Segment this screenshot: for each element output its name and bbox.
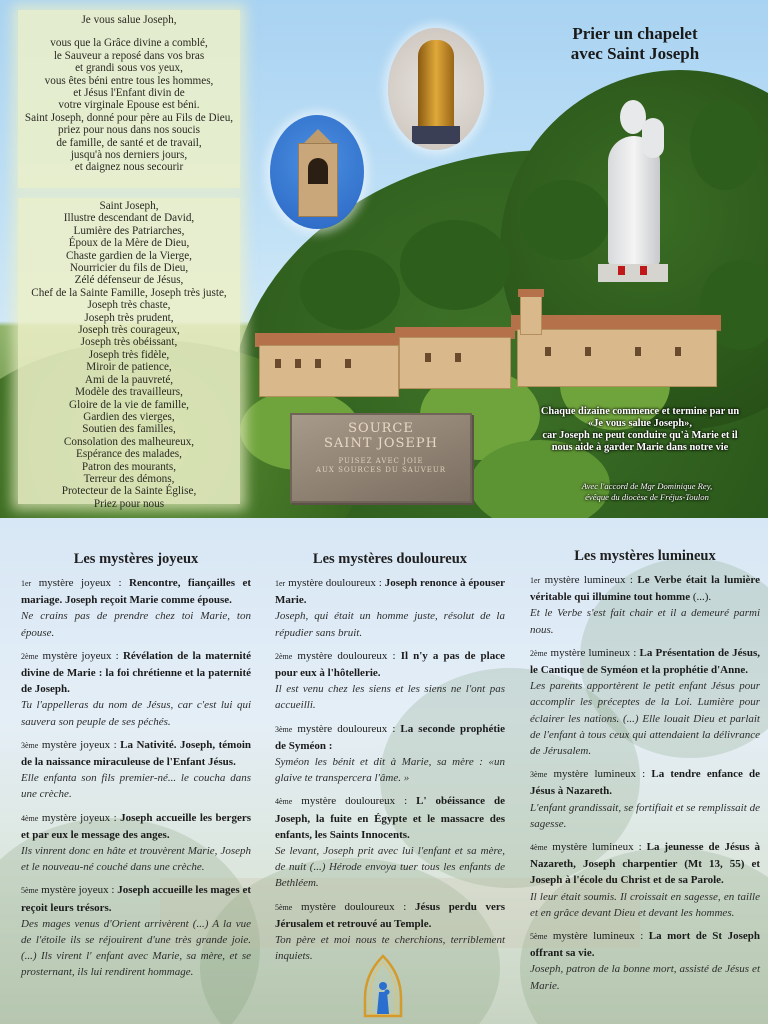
mystery-heading [21,882,251,915]
mystery-number: 2ème [530,648,548,658]
prayer-line: Joseph très obéissant, [80,336,178,349]
mystery-item [275,793,505,891]
monastery-image [255,285,725,405]
prayer-line: Gardien des vierges, [83,410,175,423]
mystery-scripture: Des mages venus d'Orient arrivèrent (...) A la vue de l'étoile ils se réjouirent d'une très grande joie. (...) Ils virent l' enfant avec Marie, sa mère, et se prosternant, ils lui rendirent hommage. [21,917,251,979]
prayer-line: Époux de la Mère de Dieu, [68,237,190,250]
mystery-title: Joseph accueille les bergers et par eux le message des anges. [21,811,251,841]
mystery-number: 3ème [21,740,39,750]
prayer-line: Joseph très courageux, [78,324,180,337]
mystery-scripture: Il leur était soumis. Il croissait en sagesse, en taille et en grâce devant Dieu et devant les hommes. [530,890,760,919]
prayer-line: Je vous salue Joseph, [81,14,177,26]
mystery-number: 2ème [275,651,293,661]
mystery-scripture: Joseph, patron de la bonne mort, assisté de Jésus et Marie. [530,963,760,992]
golden-statue-oval-image [388,28,484,150]
plaque-line: AUX SOURCES DU SAUVEUR [315,466,447,474]
mystery-item [530,928,760,994]
prayer-line: Joseph très chaste, [87,299,171,312]
prayer-line: Saint Joseph, [99,200,159,212]
column-mysteres-lumineux [530,518,760,994]
prayer-line: Miroir de patience, [86,361,172,374]
mystery-item [530,766,760,832]
pine-tree [690,100,760,190]
mystery-heading [275,648,505,681]
mystery-title: Le Verbe était la lumière véritable qui illumine tout homme [530,574,760,604]
saint-joseph-statue [594,96,674,286]
mystery-title: La Nativité. Joseph, témoin de la naissance miraculeuse de l'Enfant Jésus. [21,738,252,769]
prayer-line: Consolation des malheureux, [63,435,195,448]
prayer-line: Zélé défenseur de Jésus, [74,274,184,287]
mystery-scripture: Ils vinrent donc en hâte et trouvèrent Marie, Joseph et le nouveau-né couché dans une crèche. [21,845,251,874]
mystery-number: 5ème [21,886,39,896]
mystery-title-tail: (...). [692,591,712,604]
prayer-line: priez pour nous dans nos soucis [57,124,200,137]
dizaine-caption [520,406,760,454]
mystery-number: 3ème [275,724,293,734]
mystery-number: 5ème [530,932,548,942]
mystery-scripture: Se levant, Joseph prit avec lui l'enfant et sa mère, de nuit (...) Hérode envoya tuer tous les enfants de Bethléem. [275,845,505,890]
mystery-kind: mystère douloureux : [301,795,408,808]
mystery-heading [21,648,251,698]
prayer-line: Ami de la pauvreté, [84,373,174,386]
mysteries-panel [0,518,768,1024]
mystery-title: Il n'y a pas de place pour eux à l'hôtellerie. [275,649,505,680]
mystery-scripture: Ne crains pas de prendre chez toi Marie, ton épouse. [21,610,251,639]
mystery-heading [21,737,251,770]
prayer-line: Chef de la Sainte Famille, Joseph très juste, [31,286,227,299]
mystery-item [530,645,760,759]
plaque-line: SAINT JOSEPH [324,436,438,451]
prayer-line [18,26,240,37]
column-mysteres-joyeux [21,518,251,981]
prayer-line: Saint Joseph, donné pour père au Fils de Dieu, [24,111,234,124]
mystery-kind: mystère lumineux : [552,930,644,943]
mystery-number: 5ème [275,902,293,912]
mystery-title: La jeunesse de Jésus à Nazareth, Joseph charpentier (Mt 13, 55) et Joseph à l'école du Christ et de sa Parole. [530,841,760,887]
mystery-kind: mystère douloureux : [297,649,396,662]
mystery-heading [21,810,251,843]
mystery-kind: mystère douloureux : [297,722,396,735]
mystery-heading [530,839,760,889]
prayer-line: et Jésus l'Enfant divin de [73,87,185,100]
saint-joseph-logo-icon [357,954,409,1018]
bishop-approval-note [540,481,754,503]
mystery-scripture: Syméon les bénit et dit à Marie, sa mère : «un glaive te transpercera l'âme. » [275,756,505,785]
prayer-line: jusqu'à nos derniers jours, [70,149,188,162]
mystery-kind: mystère lumineux : [553,768,646,781]
mystery-kind: mystère joyeux : [41,884,115,897]
title-line: Prier un chapelet [572,24,698,43]
mystery-title: L' obéissance de Joseph, la fuite en Égypte et le massacre des enfants, les Saints Innocents. [275,795,505,841]
column-heading: Les mystères joyeux [73,551,199,567]
prayer-line: et grandi sous vos yeux, [75,62,183,75]
mystery-title: La tendre enfance de Jésus à Nazareth. [530,768,761,798]
prayer-line: Lumière des Patriarches, [73,224,185,237]
mystery-item [530,572,760,638]
mystery-item [275,648,505,714]
caption-line: «Je vous salue Joseph», [588,418,692,429]
mystery-scripture: L'enfant grandissait, se fortifiait et se remplissait de sagesse. [530,801,760,830]
caption-line: Chaque dizaine commence et termine par un [540,406,740,417]
title-line: avec Saint Joseph [570,44,700,63]
mystery-heading [530,766,760,799]
mystery-kind: mystère joyeux : [41,738,117,751]
mystery-kind: mystère lumineux : [544,574,633,586]
mystery-title: La Présentation de Jésus, le Cantique de Syméon et la prophétie d'Anne. [530,646,760,677]
mystery-heading [530,572,760,605]
mystery-title: La mort de St Joseph offrant sa vie. [530,930,760,960]
prayer-line: Gloire de la vie de famille, [69,398,189,411]
column-mysteres-douloureux [275,518,505,964]
prayer-line: Joseph très fidèle, [88,348,170,361]
mystery-number: 2ème [21,651,39,661]
mystery-title: Jésus perdu vers Jérusalem et retrouvé au Temple. [275,900,506,930]
mystery-heading [21,575,251,608]
mystery-item [21,648,251,730]
mystery-kind: mystère joyeux : [42,649,119,662]
mystery-scripture: Il est venu chez les siens et les siens ne l'ont pas accueilli. [275,683,505,712]
mystery-number: 4ème [275,797,293,807]
mystery-item [275,721,505,787]
prayer-line: vous êtes béni entre tous les hommes, [44,74,214,87]
mystery-scripture: Et le Verbe s'est fait chair et il a demeuré parmi nous. [530,607,760,636]
mystery-heading [275,721,505,754]
mystery-number: 1er [21,579,32,588]
prayer-line: Terreur des démons, [83,472,175,485]
prayer-line: Soutien des familles, [82,423,176,436]
prayer-line: Nourricier du fils de Dieu, [69,262,189,275]
accord-line: évêque du diocèse de Fréjus-Toulon [585,492,709,502]
prayer-line: Priez pour nous [93,497,165,510]
mystery-scripture: Tu l'appelleras du nom de Jésus, car c'est lui qui sauvera son peuple de ses péchés. [21,699,251,728]
prayer-line: Espérance des malades, [76,448,182,461]
plaque-line: PUISEZ AVEC JOIE [338,457,424,465]
mystery-kind: mystère douloureux : [288,577,382,589]
mystery-number: 4ème [530,843,548,853]
mystery-heading [275,793,505,843]
prayer-line: le Sauveur a reposé dans vos bras [53,49,205,62]
prayer-line: vous que la Grâce divine a comblé, [50,37,208,50]
prayer-line: votre virginale Epouse est béni. [58,99,200,112]
mystery-scripture: Joseph, qui était un homme juste, résolut de la répudier sans bruit. [275,610,505,639]
mystery-title: Joseph renonce à épouser Marie. [275,577,506,607]
mystery-number: 4ème [21,813,39,823]
mystery-kind: mystère joyeux : [41,811,117,824]
litany-saint-joseph [18,198,240,510]
mystery-title: Joseph accueille les mages et reçoit leurs trésors. [21,884,252,914]
prayer-line: Chaste gardien de la Vierge, [66,249,192,262]
prayer-line: de famille, de santé et de travail, [56,136,202,149]
mystery-scripture: Elle enfanta son fils premier-né... le coucha dans une crèche. [21,772,251,801]
mystery-heading [530,645,760,678]
mystery-number: 1er [275,579,286,588]
mystery-kind: mystère joyeux : [38,577,122,589]
mystery-heading [275,899,505,932]
mystery-scripture: Les parents apportèrent le petit enfant Jésus pour accomplir les préceptes de la Loi. Lumière pour éclairer les nations. (...) Elle louait Dieu et parlait de l'enfant à tous ceux qui attendaient la délivrance de Jérusalem. [530,680,760,758]
accord-line: Avec l'accord de Mgr Dominique Rey, [581,481,713,491]
mystery-title: Rencontre, fiançailles et mariage. Joseph reçoit Marie comme épouse. [21,577,252,607]
plaque-line: SOURCE [348,421,414,436]
mystery-kind: mystère lumineux : [550,646,637,659]
mystery-item [21,737,251,803]
prayer-je-vous-salue-joseph [18,10,240,188]
caption-line: car Joseph ne peut conduire qu'à Marie et il [542,430,738,441]
mystery-heading [275,575,505,608]
mystery-item [21,575,251,641]
column-heading: Les mystères douloureux [312,551,468,567]
mystery-item [21,810,251,876]
prayer-line: Illustre descendant de David, [63,212,195,225]
mystery-heading [530,928,760,961]
page-title [520,24,750,64]
mystery-title: Révélation de la maternité divine de Marie : la foi chrétienne et la paternité de Joseph. [21,649,252,696]
source-plaque [290,413,472,503]
prayer-line: Joseph très prudent, [84,311,174,324]
mystery-number: 3ème [530,770,548,780]
mystery-item [530,839,760,921]
mystery-item [275,575,505,641]
mystery-kind: mystère lumineux : [552,841,642,854]
mystery-kind: mystère douloureux : [301,900,407,913]
prayer-line: Modèle des travailleurs, [75,386,183,399]
mystery-number: 1er [530,576,541,585]
mystery-title: La seconde prophétie de Syméon : [275,722,505,752]
prayer-line: Patron des mourants, [81,460,177,473]
mystery-scripture: Ton père et moi nous te cherchions, terriblement inquiets. [275,934,505,963]
mystery-item [21,882,251,980]
prayer-line: et daignez nous secourir [74,161,184,174]
column-heading: Les mystères lumineux [574,548,716,564]
prayer-line: Protecteur de la Sainte Église, [61,485,197,498]
bell-tower-oval-image [270,115,364,229]
caption-line: nous aide à garder Marie dans notre vie [551,442,729,453]
